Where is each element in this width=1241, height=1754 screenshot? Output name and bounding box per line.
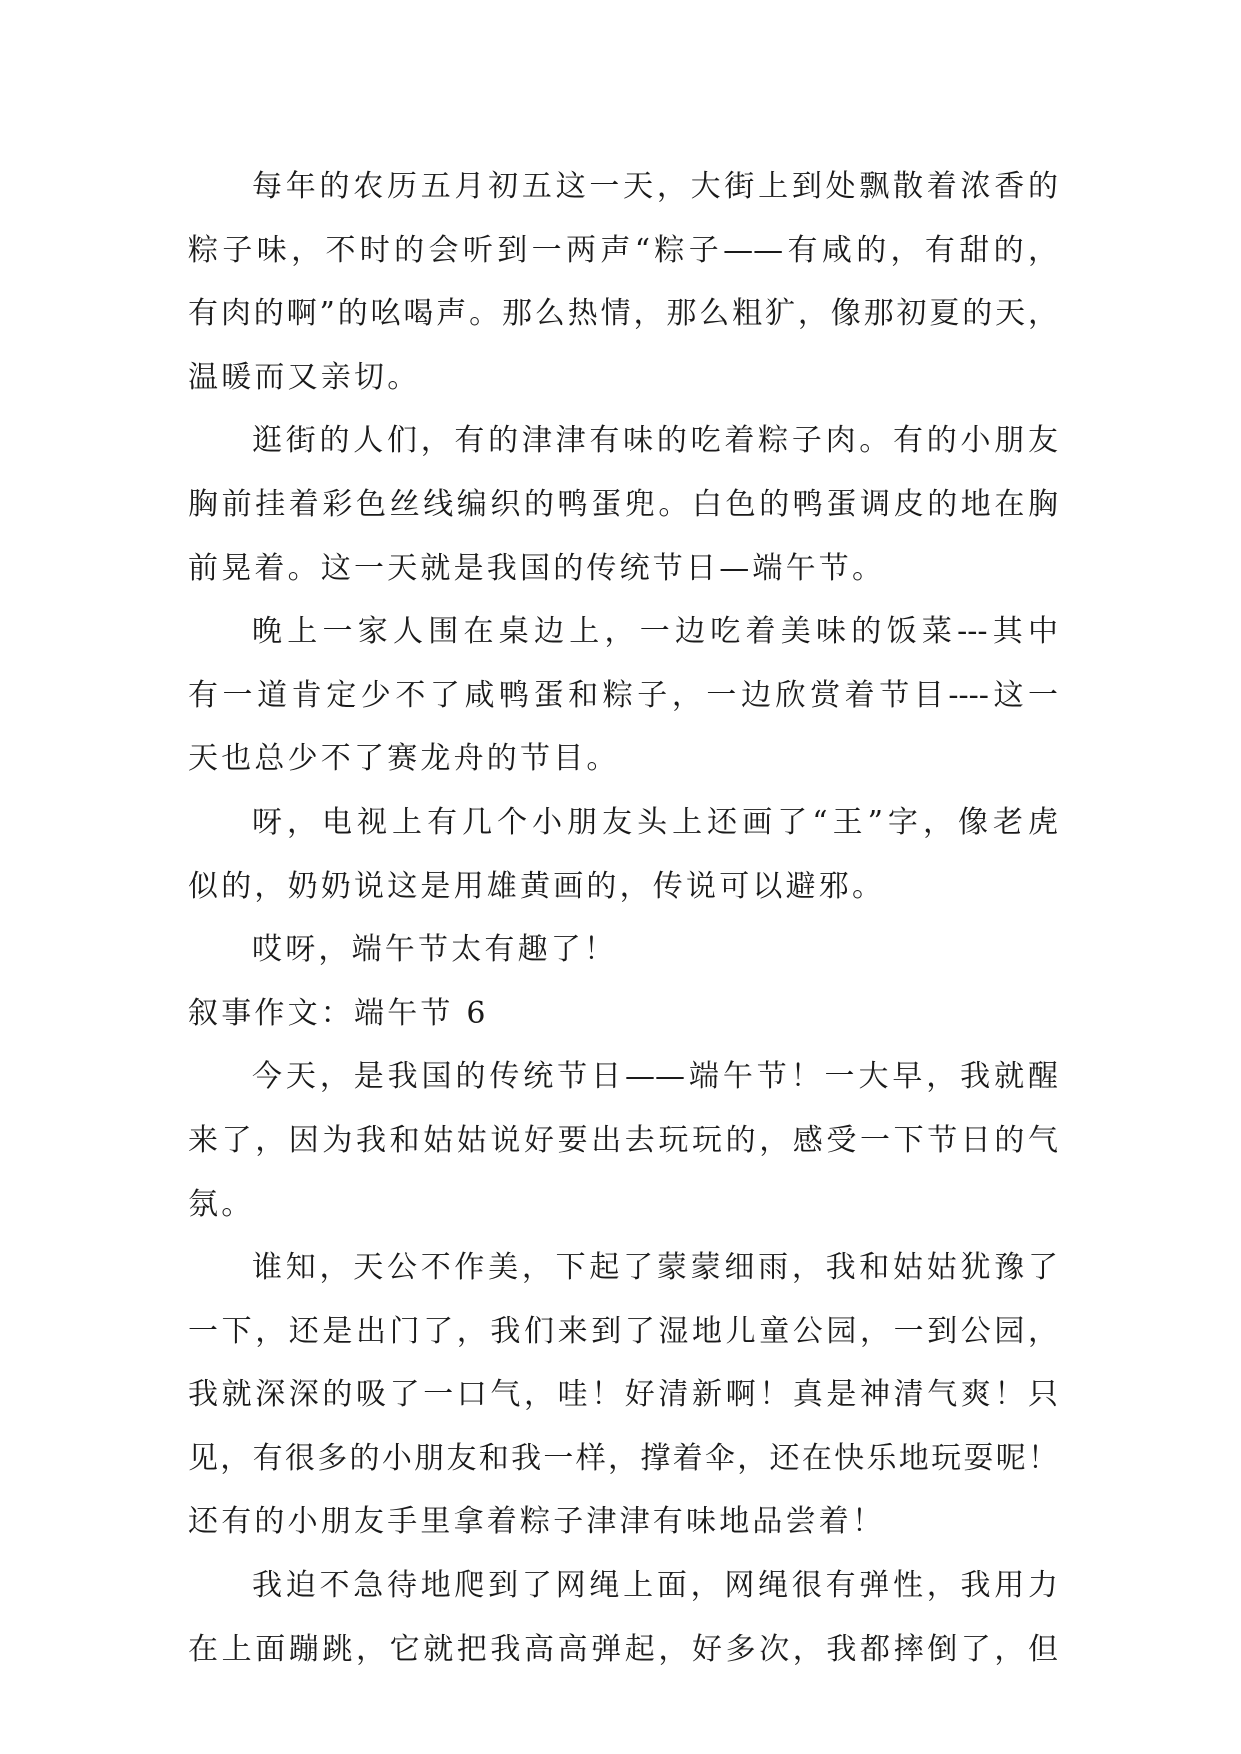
text-line: 温暖而又亲切。 xyxy=(188,359,421,395)
section-heading: 叙事作文：端午节 6 xyxy=(188,995,489,1031)
text-line: 每年的农历五月初五这一天，大街上到处飘散着浓香的 xyxy=(252,169,1058,204)
text-line: 谁知，天公不作美，下起了蒙蒙细雨，我和姑姑犹豫了 xyxy=(252,1250,1058,1286)
text-line: 胸前挂着彩色丝线编织的鸭蛋兜。白色的鸭蛋调皮的地在胸 xyxy=(188,486,1058,522)
text-line: 我迫不急待地爬到了网绳上面，网绳很有弹性，我用力 xyxy=(252,1568,1058,1604)
text-line: 前晃着。这一天就是我国的传统节日—端午节。 xyxy=(188,550,886,586)
text-line: 氛。 xyxy=(188,1186,255,1222)
text-line: 粽子味，不时的会听到一两声“粽子——有咸的，有甜的， xyxy=(188,232,1058,268)
text-line: 一下，还是出门了，我们来到了湿地儿童公园，一到公园， xyxy=(188,1313,1058,1349)
text-line: 哎呀，端午节太有趣了！ xyxy=(252,932,618,968)
text-line: 在上面蹦跳，它就把我高高弹起，好多次，我都摔倒了，但 xyxy=(188,1631,1058,1667)
text-line: 今天，是我国的传统节日——端午节！一大早，我就醒 xyxy=(252,1059,1058,1095)
text-line: 来了，因为我和姑姑说好要出去玩玩的，感受一下节日的气 xyxy=(188,1122,1058,1158)
text-line: 见，有很多的小朋友和我一样，撑着伞，还在快乐地玩耍呢！ xyxy=(188,1440,1058,1476)
text-line: 有一道肯定少不了咸鸭蛋和粽子，一边欣赏着节目----这一 xyxy=(188,677,1058,713)
document-page xyxy=(188,155,1058,1681)
text-line: 似的，奶奶说这是用雄黄画的，传说可以避邪。 xyxy=(188,868,886,904)
text-line: 有肉的啊”的吆喝声。那么热情，那么粗犷，像那初夏的天， xyxy=(188,296,1058,332)
text-line: 还有的小朋友手里拿着粽子津津有味地品尝着！ xyxy=(188,1504,886,1540)
text-line: 我就深深的吸了一口气，哇！好清新啊！真是神清气爽！只 xyxy=(188,1377,1058,1413)
text-line: 呀，电视上有几个小朋友头上还画了“王”字，像老虎 xyxy=(252,804,1058,840)
text-line: 天也总少不了赛龙舟的节目。 xyxy=(188,741,620,777)
text-line: 逛街的人们，有的津津有味的吃着粽子肉。有的小朋友 xyxy=(252,423,1058,459)
text-line: 晚上一家人围在桌边上，一边吃着美味的饭菜---其中 xyxy=(252,614,1058,650)
